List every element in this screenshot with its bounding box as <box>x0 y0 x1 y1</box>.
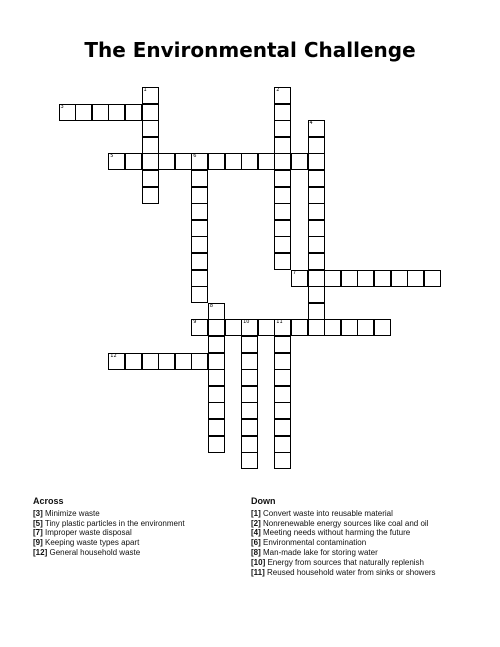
grid-cell[interactable] <box>308 170 325 187</box>
clue-number: [6] <box>251 538 261 548</box>
grid-cell[interactable] <box>241 336 258 353</box>
grid-cell[interactable] <box>191 153 208 170</box>
grid-cell[interactable] <box>158 353 175 370</box>
clue-number: [1] <box>251 508 261 518</box>
grid-cell[interactable] <box>274 319 291 336</box>
grid-cell[interactable] <box>274 137 291 154</box>
grid-cell[interactable] <box>208 419 225 436</box>
grid-cell[interactable] <box>407 270 424 287</box>
clue-text: Tiny plastic particles in the environment <box>44 518 185 528</box>
clue-down <box>251 509 491 519</box>
grid-cell[interactable] <box>125 104 142 121</box>
clue-down <box>251 548 491 558</box>
grid-cell[interactable] <box>274 419 291 436</box>
grid-cell[interactable] <box>308 286 325 303</box>
grid-cell[interactable] <box>241 452 258 469</box>
grid-cell[interactable] <box>308 220 325 237</box>
grid-cell[interactable] <box>175 353 192 370</box>
grid-cell[interactable] <box>241 153 258 170</box>
grid-cell[interactable] <box>208 153 225 170</box>
clue-number: [12] <box>33 547 48 557</box>
grid-cell[interactable] <box>208 386 225 403</box>
cell-number: 8 <box>209 302 214 309</box>
grid-cell[interactable] <box>208 319 225 336</box>
grid-cell[interactable] <box>258 319 275 336</box>
clue-across <box>33 509 243 519</box>
grid-cell[interactable] <box>142 87 159 104</box>
down-heading: Down <box>251 496 276 506</box>
grid-cell[interactable] <box>241 419 258 436</box>
grid-cell[interactable] <box>274 220 291 237</box>
clue-text: Reused household water from sinks or showers <box>267 567 436 577</box>
grid-cell[interactable] <box>208 336 225 353</box>
clue-text: Energy from sources that naturally replenish <box>267 557 424 567</box>
grid-cell[interactable] <box>274 187 291 204</box>
grid-cell[interactable] <box>274 336 291 353</box>
grid-cell[interactable] <box>308 253 325 270</box>
grid-cell[interactable] <box>374 319 391 336</box>
grid-cell[interactable] <box>274 120 291 137</box>
cell-number: 11 <box>276 319 283 326</box>
cell-number: 4 <box>309 120 313 127</box>
grid-cell[interactable] <box>308 203 325 220</box>
clue-text: Keeping waste types apart <box>45 538 140 548</box>
grid-cell[interactable] <box>108 353 125 370</box>
page-title: The Environmental Challenge <box>84 38 416 62</box>
across-heading: Across <box>33 496 64 506</box>
grid-cell[interactable] <box>291 319 308 336</box>
clue-number: [10] <box>251 557 266 567</box>
clue-down <box>251 538 491 548</box>
grid-cell[interactable] <box>241 402 258 419</box>
grid-cell[interactable] <box>191 286 208 303</box>
down-clues <box>251 497 491 577</box>
grid-cell[interactable] <box>208 303 225 320</box>
cell-number: 10 <box>243 319 250 326</box>
grid-cell[interactable] <box>324 319 341 336</box>
grid-cell[interactable] <box>191 220 208 237</box>
grid-cell[interactable] <box>225 319 242 336</box>
grid-cell[interactable] <box>142 170 159 187</box>
grid-cell[interactable] <box>274 87 291 104</box>
clue-number: [9] <box>33 538 43 548</box>
grid-cell[interactable] <box>142 120 159 137</box>
grid-cell[interactable] <box>191 253 208 270</box>
grid-cell[interactable] <box>274 236 291 253</box>
clue-text: Minimize waste <box>45 508 100 518</box>
grid-cell[interactable] <box>274 386 291 403</box>
grid-cell[interactable] <box>274 369 291 386</box>
cell-number: 2 <box>276 87 280 93</box>
grid-cell[interactable] <box>308 303 325 320</box>
grid-cell[interactable] <box>274 402 291 419</box>
grid-cell[interactable] <box>324 270 341 287</box>
grid-cell[interactable] <box>241 386 258 403</box>
clue-text: Nonrenewable energy sources like coal and oil <box>263 518 429 528</box>
grid-cell[interactable] <box>274 170 291 187</box>
grid-cell[interactable] <box>274 436 291 453</box>
grid-cell[interactable] <box>291 270 308 287</box>
grid-cell[interactable] <box>75 104 92 121</box>
grid-cell[interactable] <box>391 270 408 287</box>
grid-cell[interactable] <box>357 270 374 287</box>
clue-text: Improper waste disposal <box>45 528 132 538</box>
grid-cell[interactable] <box>208 369 225 386</box>
grid-cell[interactable] <box>125 353 142 370</box>
clue-text: Meeting needs without harming the future <box>263 528 411 538</box>
clue-across <box>33 538 243 548</box>
grid-cell[interactable] <box>241 353 258 370</box>
grid-cell[interactable] <box>191 187 208 204</box>
clue-down <box>251 528 491 538</box>
clue-number: [2] <box>251 518 261 528</box>
cell-number: 7 <box>292 269 297 276</box>
grid-cell[interactable] <box>108 104 125 121</box>
grid-cell[interactable] <box>291 153 308 170</box>
clue-down <box>251 519 491 529</box>
clue-across <box>33 528 243 538</box>
grid-cell[interactable] <box>191 203 208 220</box>
grid-cell[interactable] <box>191 319 208 336</box>
grid-cell[interactable] <box>142 353 159 370</box>
clue-number: [7] <box>33 528 43 538</box>
cell-number: 3 <box>60 103 64 110</box>
grid-cell[interactable] <box>241 369 258 386</box>
grid-cell[interactable] <box>142 137 159 154</box>
grid-cell[interactable] <box>191 270 208 287</box>
grid-cell[interactable] <box>142 104 159 121</box>
grid-cell[interactable] <box>108 153 125 170</box>
clue-across <box>33 519 243 529</box>
grid-cell[interactable] <box>341 270 358 287</box>
grid-cell[interactable] <box>274 153 291 170</box>
clue-number: [11] <box>251 567 265 577</box>
grid-cell[interactable] <box>274 253 291 270</box>
grid-cell[interactable] <box>191 353 208 370</box>
grid-cell[interactable] <box>208 436 225 453</box>
grid-cell[interactable] <box>191 236 208 253</box>
grid-cell[interactable] <box>258 153 275 170</box>
grid-cell[interactable] <box>274 452 291 469</box>
grid-cell[interactable] <box>241 319 258 336</box>
clue-text: Convert waste into reusable material <box>263 508 393 518</box>
cell-number: 1 <box>143 87 147 93</box>
grid-cell[interactable] <box>158 153 175 170</box>
clue-number: [8] <box>251 547 261 557</box>
grid-cell[interactable] <box>308 236 325 253</box>
clue-number: [5] <box>33 518 43 528</box>
grid-cell[interactable] <box>308 120 325 137</box>
grid-cell[interactable] <box>424 270 441 287</box>
grid-cell[interactable] <box>274 203 291 220</box>
grid-cell[interactable] <box>142 153 159 170</box>
across-clues <box>33 497 243 558</box>
grid-cell[interactable] <box>175 153 192 170</box>
grid-cell[interactable] <box>241 436 258 453</box>
grid-cell[interactable] <box>341 319 358 336</box>
cell-number: 12 <box>110 352 117 359</box>
grid-cell[interactable] <box>308 270 325 287</box>
grid-cell[interactable] <box>92 104 109 121</box>
grid-cell[interactable] <box>308 137 325 154</box>
grid-cell[interactable] <box>125 153 142 170</box>
grid-cell[interactable] <box>274 353 291 370</box>
grid-cell[interactable] <box>308 153 325 170</box>
cell-number: 5 <box>110 153 114 160</box>
clue-number: [3] <box>33 508 43 518</box>
grid-cell[interactable] <box>59 104 76 121</box>
clue-text: Man-made lake for storing water <box>263 547 378 557</box>
grid-cell[interactable] <box>225 153 242 170</box>
grid-cell[interactable] <box>357 319 374 336</box>
grid-cell[interactable] <box>191 170 208 187</box>
clue-down <box>251 558 491 568</box>
clue-text: Environmental contamination <box>263 538 367 548</box>
clue-across <box>33 548 243 558</box>
grid-cell[interactable] <box>142 187 159 204</box>
clue-number: [4] <box>251 528 261 538</box>
clue-down <box>251 568 491 578</box>
grid-cell[interactable] <box>374 270 391 287</box>
grid-cell[interactable] <box>208 353 225 370</box>
grid-cell[interactable] <box>308 187 325 204</box>
grid-cell[interactable] <box>308 319 325 336</box>
clue-text: General household waste <box>49 547 141 557</box>
cell-number: 6 <box>193 153 197 160</box>
cell-number: 9 <box>193 319 197 326</box>
grid-cell[interactable] <box>274 104 291 121</box>
grid-cell[interactable] <box>208 402 225 419</box>
